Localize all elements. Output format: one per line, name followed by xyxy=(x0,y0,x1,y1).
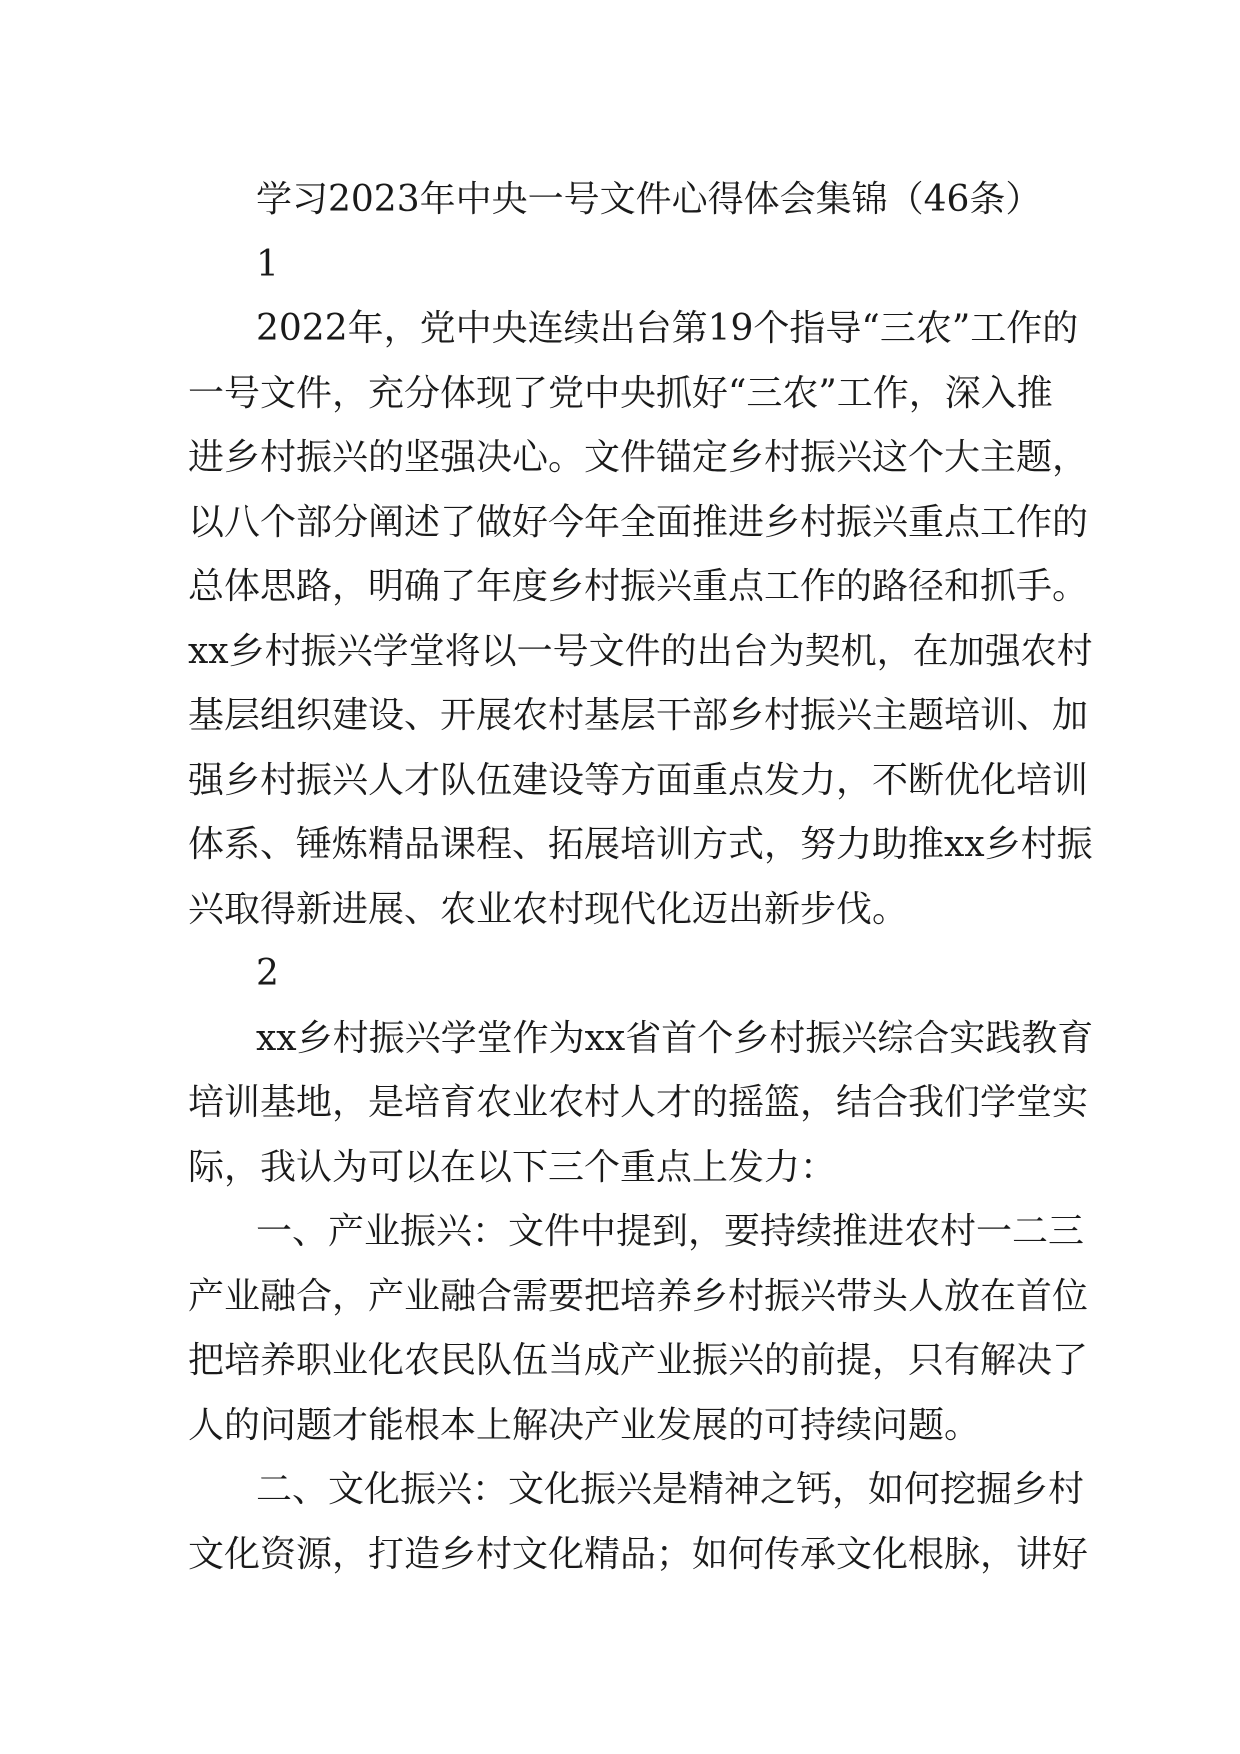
paragraph-line: 一、产业振兴：文件中提到，要持续推进农村一二三 xyxy=(256,1211,1085,1252)
paragraph xyxy=(188,1200,1089,1458)
document-body xyxy=(188,168,1094,1587)
paragraph-line: 把培养职业化农民队伍当成产业振兴的前提，只有解决了 xyxy=(188,1340,1089,1381)
paragraph-line: 以八个部分阐述了做好今年全面推进乡村振兴重点工作的 xyxy=(188,501,1089,543)
paragraph-line: 人的问题才能根本上解决产业发展的可持续问题。 xyxy=(188,1404,981,1446)
paragraph-line: 际，我认为可以在以下三个重点上发力： xyxy=(188,1146,837,1188)
paragraph-line: 总体思路，明确了年度乡村振兴重点工作的路径和抓手。 xyxy=(188,566,1089,607)
paragraph-line: 基层组织建设、开展农村基层干部乡村振兴主题培训、加 xyxy=(188,695,1089,736)
paragraph xyxy=(188,1007,1094,1201)
paragraph-line: 一号文件，充分体现了党中央抓好“三农”工作，深入推 xyxy=(188,372,1053,414)
paragraph-line: xx乡村振兴学堂将以一号文件的出台为契机，在加强农村 xyxy=(188,630,1093,672)
paragraph-line: 兴取得新进展、农业农村现代化迈出新步伐。 xyxy=(188,888,909,930)
paragraph-line: 文化资源，打造乡村文化精品；如何传承文化根脉，讲好 xyxy=(188,1533,1089,1575)
paragraph-line: xx乡村振兴学堂作为xx省首个乡村振兴综合实践教育 xyxy=(256,1017,1094,1059)
paragraph-line: 产业融合，产业融合需要把培养乡村振兴带头人放在首位 xyxy=(188,1275,1089,1317)
paragraph-line: 体系、锤炼精品课程、拓展培训方式，努力助推xx乡村振 xyxy=(188,824,1093,865)
paragraph-line: 二、文化振兴：文化振兴是精神之钙，如何挖掘乡村 xyxy=(256,1469,1085,1510)
paragraph xyxy=(188,1458,1089,1587)
paragraph-line: 强乡村振兴人才队伍建设等方面重点发力，不断优化培训 xyxy=(188,759,1089,801)
paragraph-line: 2022年，党中央连续出台第19个指导“三农”工作的 xyxy=(256,308,1079,349)
section-number: 2 xyxy=(256,953,279,994)
paragraph-line: 培训基地，是培育农业农村人才的摇篮，结合我们学堂实 xyxy=(188,1082,1089,1123)
section-number: 1 xyxy=(256,243,279,285)
document-title: 学习2023年中央一号文件心得体会集锦（46条） xyxy=(256,179,1042,220)
paragraph-line: 进乡村振兴的坚强决心。文件锚定乡村振兴这个大主题， xyxy=(188,437,1089,478)
paragraph xyxy=(188,297,1093,942)
